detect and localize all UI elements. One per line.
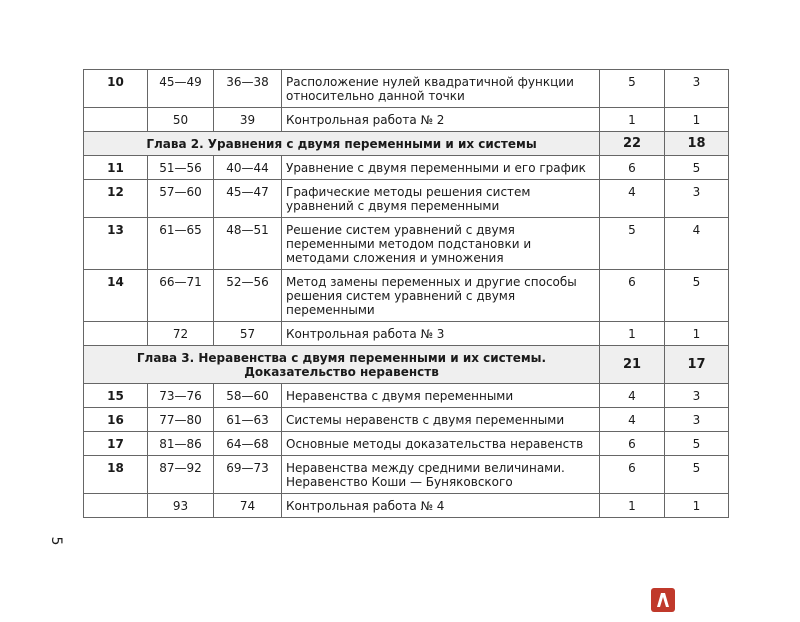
hours-option-2: 3 xyxy=(665,408,729,432)
hours-option-1: 4 xyxy=(600,408,665,432)
hours-option-1: 1 xyxy=(600,494,665,518)
lesson-topic: Основные методы доказательства неравенств xyxy=(282,432,600,456)
chapter-title: Глава 3. Неравенства с двумя переменными и их системы. Доказательство неравенств xyxy=(84,346,600,384)
section-range-a: 61—65 xyxy=(148,218,214,270)
hours-option-1: 1 xyxy=(600,322,665,346)
lesson-topic: Контрольная работа № 2 xyxy=(282,108,600,132)
section-range-a: 77—80 xyxy=(148,408,214,432)
hours-option-1: 6 xyxy=(600,432,665,456)
hours-option-2: 3 xyxy=(665,70,729,108)
hours-option-2: 3 xyxy=(665,180,729,218)
lesson-number: 15 xyxy=(84,384,148,408)
hours-option-2: 4 xyxy=(665,218,729,270)
hours-option-2: 1 xyxy=(665,108,729,132)
chapter-header-row xyxy=(84,132,729,156)
lesson-number: 11 xyxy=(84,156,148,180)
hours-option-1: 5 xyxy=(600,218,665,270)
hours-option-1: 4 xyxy=(600,180,665,218)
lesson-topic: Расположение нулей квадратичной функции относительно данной точки xyxy=(282,70,600,108)
section-range-b: 39 xyxy=(214,108,282,132)
lesson-number: 12 xyxy=(84,180,148,218)
hours-option-2: 1 xyxy=(665,494,729,518)
section-range-a: 51—56 xyxy=(148,156,214,180)
lesson-topic: Графические методы решения систем уравнений с двумя переменными xyxy=(282,180,600,218)
lesson-number: 14 xyxy=(84,270,148,322)
hours-option-1: 6 xyxy=(600,156,665,180)
section-range-a: 50 xyxy=(148,108,214,132)
hours-option-1: 6 xyxy=(600,270,665,322)
lesson-topic: Системы неравенств с двумя переменными xyxy=(282,408,600,432)
lesson-row xyxy=(84,432,729,456)
lesson-row xyxy=(84,322,729,346)
lesson-topic: Решение систем уравнений с двумя переменными методом подстановки и методами сложения и умножения xyxy=(282,218,600,270)
chapter-hours-h1: 21 xyxy=(600,346,665,384)
lesson-row xyxy=(84,70,729,108)
section-range-b: 61—63 xyxy=(214,408,282,432)
hours-option-2: 5 xyxy=(665,270,729,322)
lesson-plan-table xyxy=(83,69,729,518)
section-range-b: 69—73 xyxy=(214,456,282,494)
lesson-number: 13 xyxy=(84,218,148,270)
section-range-a: 73—76 xyxy=(148,384,214,408)
lesson-number: 10 xyxy=(84,70,148,108)
lesson-row xyxy=(84,108,729,132)
lesson-row xyxy=(84,218,729,270)
page-number: 5 xyxy=(48,536,64,546)
lesson-number xyxy=(84,494,148,518)
hours-option-2: 3 xyxy=(665,384,729,408)
lesson-row xyxy=(84,408,729,432)
lesson-number: 17 xyxy=(84,432,148,456)
lesson-plan-body xyxy=(84,70,729,518)
section-range-b: 36—38 xyxy=(214,70,282,108)
lesson-row xyxy=(84,494,729,518)
lesson-row xyxy=(84,384,729,408)
hours-option-1: 6 xyxy=(600,456,665,494)
lesson-topic: Неравенства с двумя переменными xyxy=(282,384,600,408)
section-range-b: 40—44 xyxy=(214,156,282,180)
chapter-title: Глава 2. Уравнения с двумя переменными и их системы xyxy=(84,132,600,156)
section-range-a: 93 xyxy=(148,494,214,518)
lesson-row xyxy=(84,456,729,494)
lesson-row xyxy=(84,156,729,180)
lesson-topic: Уравнение с двумя переменными и его график xyxy=(282,156,600,180)
chapter-hours-h2: 18 xyxy=(665,132,729,156)
lesson-number: 16 xyxy=(84,408,148,432)
section-range-a: 66—71 xyxy=(148,270,214,322)
section-range-a: 72 xyxy=(148,322,214,346)
hours-option-1: 5 xyxy=(600,70,665,108)
section-range-a: 87—92 xyxy=(148,456,214,494)
section-range-b: 58—60 xyxy=(214,384,282,408)
hours-option-1: 1 xyxy=(600,108,665,132)
chapter-hours-h1: 22 xyxy=(600,132,665,156)
section-range-b: 57 xyxy=(214,322,282,346)
lesson-topic: Контрольная работа № 3 xyxy=(282,322,600,346)
section-range-b: 48—51 xyxy=(214,218,282,270)
section-range-b: 64—68 xyxy=(214,432,282,456)
lesson-topic: Неравенства между средними величинами. Неравенство Коши — Буняковского xyxy=(282,456,600,494)
hours-option-1: 4 xyxy=(600,384,665,408)
section-range-b: 74 xyxy=(214,494,282,518)
section-range-b: 45—47 xyxy=(214,180,282,218)
section-range-a: 57—60 xyxy=(148,180,214,218)
lesson-number: 18 xyxy=(84,456,148,494)
lesson-row xyxy=(84,180,729,218)
section-range-b: 52—56 xyxy=(214,270,282,322)
chapter-hours-h2: 17 xyxy=(665,346,729,384)
lesson-row xyxy=(84,270,729,322)
hours-option-2: 5 xyxy=(665,156,729,180)
hours-option-2: 1 xyxy=(665,322,729,346)
lesson-topic: Метод замены переменных и другие способы решения систем уравнений с двумя переменными xyxy=(282,270,600,322)
chapter-header-row xyxy=(84,346,729,384)
hours-option-2: 5 xyxy=(665,456,729,494)
section-range-a: 81—86 xyxy=(148,432,214,456)
lesson-topic: Контрольная работа № 4 xyxy=(282,494,600,518)
hours-option-2: 5 xyxy=(665,432,729,456)
lesson-number xyxy=(84,108,148,132)
publisher-logo-icon xyxy=(651,588,675,612)
lesson-number xyxy=(84,322,148,346)
section-range-a: 45—49 xyxy=(148,70,214,108)
